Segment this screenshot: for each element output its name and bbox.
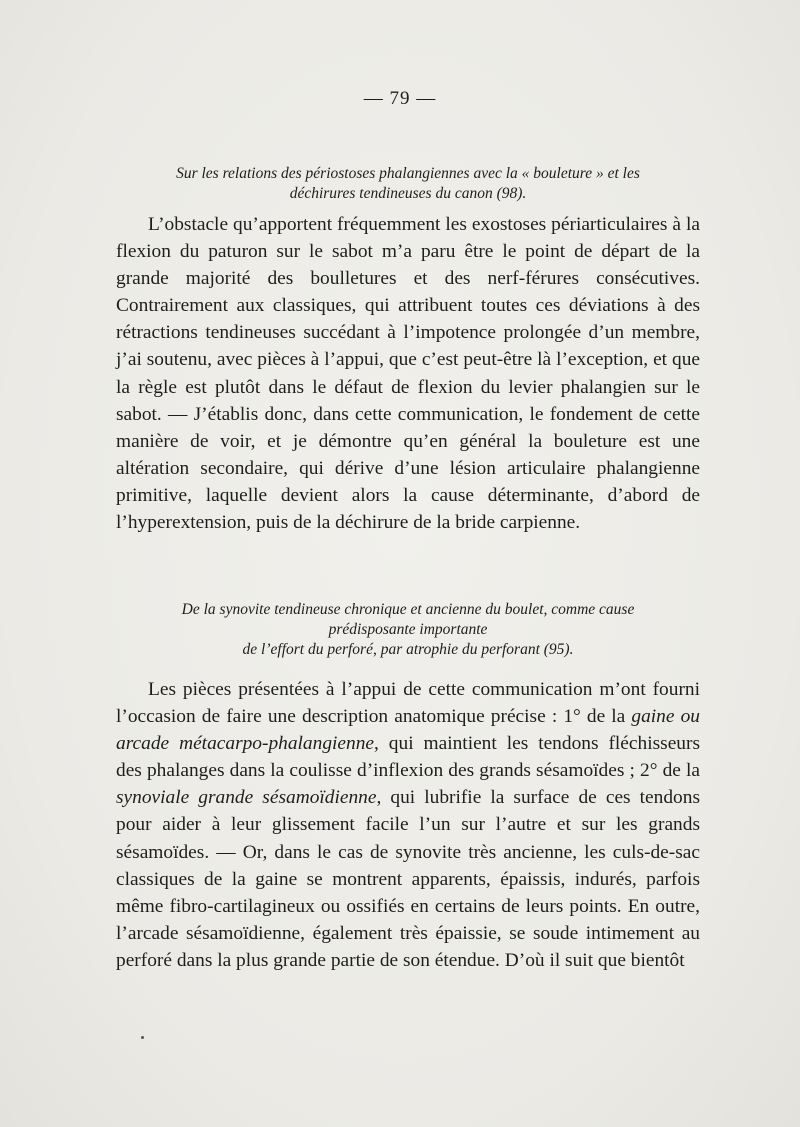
section-body-synovite bbox=[116, 676, 700, 974]
paragraph-text: , qui lubrifie la surface de ces tendons pour aider à leur glissement facile l’un sur l’autre et sur les grands sésamoïdes. — Or, dans le cas de synovite très ancienne, les culs-de-sac classiques de la gaine se montrent apparents, épaissis, indurés, parfois même fibro-cartilagineux ou ossifiés en certains de leurs points. En outre, l’arcade sésamoïdienne, également très épaissie, se soude intimement au perforé dans la plus grande partie de son étendue. D’où il suit que bientôt bbox=[116, 787, 700, 971]
section-heading-synovite bbox=[116, 600, 700, 660]
heading-line: prédisposante importante bbox=[328, 621, 488, 638]
heading-line: déchirures tendineuses du canon (98). bbox=[289, 185, 527, 202]
heading-line: De la synovite tendineuse chronique et ancienne du boulet, comme cause bbox=[181, 601, 635, 618]
section-heading-periostoses bbox=[116, 164, 700, 204]
body-paragraph: L’obstacle qu’apportent fréquemment les exostoses périarticulaires à la flexion du paturon sur le sabot m’a paru être le point de départ de la grande majorité des boulletures et des nerf-férures consécutives. Contrairement aux classiques, qui attribuent toutes ces déviations à des rétractions tendineuses succédant à l’impotence prolongée d’un membre, j’ai soutenu, avec pièces à l’appui, que c’est peut-être là l’exception, et que la règle est plutôt dans le défaut de flexion du levier phalangien sur le sabot. — J’établis donc, dans cette communication, le fondement de cette manière de voir, et je démontre qu’en général la bouleture est une altération secondaire, qui dérive d’une lésion articulaire phalangienne primitive, laquelle devient alors la cause déterminante, d’abord de l’hyperextension, puis de la déchirure de la bride carpienne. bbox=[116, 214, 700, 534]
emphasis-term: gaine ou arcade métacarpo-phalangienne bbox=[116, 706, 700, 755]
print-speck bbox=[141, 1036, 144, 1039]
paragraph-text: Les pièces présentées à l’appui de cette communication m’ont fourni l’occasion de faire une description anatomique précise : 1° de la bbox=[116, 679, 700, 728]
page-number: — 79 — bbox=[363, 88, 437, 109]
heading-line: Sur les relations des périostoses phalangiennes avec la « bouleture » et les bbox=[176, 165, 640, 182]
paragraph-text: , qui maintient les tendons fléchisseurs des phalanges dans la coulisse d’inflexion des grands sésamoïdes ; 2° de la bbox=[116, 733, 700, 782]
body-paragraph bbox=[116, 676, 700, 974]
section-body-periostoses bbox=[116, 211, 700, 536]
emphasis-term: synoviale grande sésamoïdienne bbox=[116, 787, 377, 809]
heading-line: de l’effort du perforé, par atrophie du perforant (95). bbox=[242, 641, 574, 658]
